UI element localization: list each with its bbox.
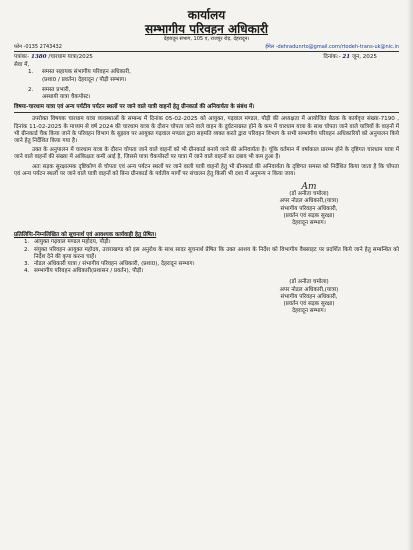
office-title: कार्यालय (187, 8, 226, 22)
addressee-2-num: 2. (28, 86, 34, 93)
contact-row (14, 44, 399, 50)
letter-number (14, 54, 93, 61)
patrank-number: 1380 (30, 54, 47, 60)
subject-divider (14, 112, 399, 113)
addressee-2-line1: समस्त प्रभारी, (42, 86, 71, 93)
addressee-1-line2: (प्रशा0 / प्रवर्तन) देहरादून / पौड़ी सम्भाग। (42, 76, 127, 83)
page-edge-shadow (407, 0, 413, 550)
signatory-designation-4: देहरादून सम्भाग। (292, 220, 326, 227)
addressee-2 (14, 87, 399, 94)
copy-item-text: नोडल अधिकारी यात्रा / संभागीय परिवहन अधिकारी, (प्रशा0), देहरादून सम्भाग। (34, 261, 195, 268)
signatory2-designation-4: देहरादून सम्भाग। (292, 308, 326, 315)
copy-list (14, 239, 399, 275)
paragraph-3: अतः सड़क सुरक्षात्मक दृष्टिकोण से चोपता एवं अन्य पर्यटन स्थलों पर जाने वाली यात्री वाहनों हेतु भी ग्रीनकार्ड की अनिवार्यता के दृष्टिगत समस्त को निर्देशित किया जाता है कि चोपता एवं अन्य पर्यटन स्थलों पर जाने वाले यात्री वाहनों को बिना ग्रीनकार्ड के पर्वतीय मार्गों पर संचालन हेतु किसी भी दशा में अनुमन्य न किया जाय। (14, 163, 399, 177)
office-address: देहरादून संभाग, 105 ए, राजपुर रोड़, देहरादून। (163, 36, 250, 42)
organization-name: सम्भागीय परिवहन अधिकारी (145, 22, 268, 36)
signature-scribble: Am (301, 182, 317, 193)
signatory-designation-2: संभागीय परिवहन अधिकारी, (280, 205, 338, 212)
header-divider (14, 51, 399, 52)
date-day: 21 (342, 54, 351, 60)
signatory2-designation-2: संभागीय परिवहन अधिकारी, (280, 293, 338, 300)
date-rest: जून, 2025 (351, 54, 377, 60)
addressee-1-num: 1. (28, 69, 34, 76)
copy-item-text: आयुक्त गढ़वाल मण्डल महोदय, पौड़ी। (34, 239, 111, 246)
letter-date (323, 54, 399, 61)
signature-block-1 (249, 184, 369, 227)
seva-me: सेवा में, (14, 62, 30, 69)
copy-list-item (14, 247, 399, 261)
patrank-suffix: /चारधाम यात्रा/2025 (48, 54, 93, 60)
date-label: दिनांक:- (323, 54, 341, 60)
patrank-label: पत्रांकः- (14, 54, 30, 60)
copy-list-item (14, 268, 399, 275)
signatory-name: (डॉ अनीता चमोला) (289, 191, 329, 198)
copy-item-text: संयुक्त परिवहन आयुक्त महोदय, उत्तराखण्ड को इस अनुरोध के साथ सादर सूचनार्थ प्रेषित कि उक्त आशय के निर्देश को विभागीय वैबसाइट पर प्रदर्शित किये जाने हेतु सम्बन्धित को निर्देश देने की कृपा करना चाहें। (34, 246, 399, 260)
signatory-name-2: (डॉ अनीता चमोला) (289, 279, 329, 286)
copy-item-number: 4. (24, 268, 30, 275)
signature-block-2 (249, 279, 369, 315)
paragraph-2: उक्त के अनुपालन में चारधाम यात्रा के दौरान चोपता जाने वाले वाहनों को भी ग्रीनकार्ड बनाये जाने की अनिवार्यता है। चूंकि वर्तमान में वर्षाकाल प्रारम्भ होने के दृष्टिगत चारधाम यात्रा में जाने वाले वाहनों की संख्या में आंकिक्षतः कमी आई है, जिससे यात्रा चैकपोस्टों पर यात्रा में जाने वाले वाहनों का दबाव भी कम हुआ है। (14, 147, 399, 161)
signatory-designation-1: अपर नोडल अधिकारी,(यात्रा) (279, 198, 339, 205)
subject-text: चारधाम यात्रा एवं अन्य पर्यटीय पर्यटन स्थलों पर जाने वाले यात्री वाहनों हेतु ग्रीनकार्ड की अनिवार्यता के संबंध में। (28, 104, 255, 111)
subject-line (14, 104, 399, 111)
copy-item-number: 2. (24, 246, 30, 253)
signatory2-designation-3: (प्रवर्तन एवं सड़क सुरक्षा) (283, 301, 335, 308)
subject-label: विषयः- (14, 104, 29, 111)
addressee-1-line1: समस्त सहायक संभागीय परिवहन अधिकारी, (42, 69, 131, 76)
addressee-2-line2: अस्थायी यात्रा चैकपोस्ट। (42, 94, 91, 101)
copy-item-number: 1. (24, 239, 30, 246)
copy-list-item (14, 239, 399, 246)
paragraph-1: उपरोक्त विषयक चारधाम यात्रा व्यवस्थाओं के सम्बन्ध में दिनांक 05-02-2025 को आयुक्त, गढ़वाल मण्डल, पौड़ी की अध्यक्षता में आयोजित बैठक के कार्यवृत्त संख्या-7190 , दिनांक 11-02-2025 के माध्यम से वर्ष 2024 की चारधाम यात्रा के दौरान चोपता जाने वाले वाहन के दुर्घटनाग्रस्त होने के कम में चारधाम यात्रा के साथ चोपता जाने वाले यात्रियों के वाहनों में भी ग्रीनकार्ड चैक किया जाने के परिवहन विभाग के सुझाव पर आयुक्त गढ़वाल मण्डल द्वारा सहमति व्यक्त करते द्वारा परिवहन विभाग के सभी सम्भागीय परिवहन अधिकारियों को अनुपालन किये जाने हेतु निर्देशित किया गया है। (14, 116, 399, 145)
reference-row (14, 54, 399, 61)
email-addresses: ईमेल -dehradunrto@gmail.com/rtodeh-trans-uk@nic.in (265, 44, 399, 50)
signatory2-designation-1: अपर नोडल अधिकारी,(यात्रा) (279, 286, 339, 293)
addressee-1 (14, 69, 399, 76)
signatory-designation-3: (प्रवर्तन एवं सड़क सुरक्षा) (283, 212, 335, 219)
copy-heading: प्रतिलिपिः-निम्नलिखित को सूचनार्थ एवं आवश्यक कार्यवाही हेतु प्रेषित। (14, 232, 157, 239)
copy-item-number: 3. (24, 261, 30, 268)
phone-number: फोन -0135 2743432 (14, 44, 62, 50)
copy-item-text: सम्भागीय परिवहन अधिकारी(प्रशासन / प्रवर्तन), पौड़ी। (34, 268, 144, 275)
